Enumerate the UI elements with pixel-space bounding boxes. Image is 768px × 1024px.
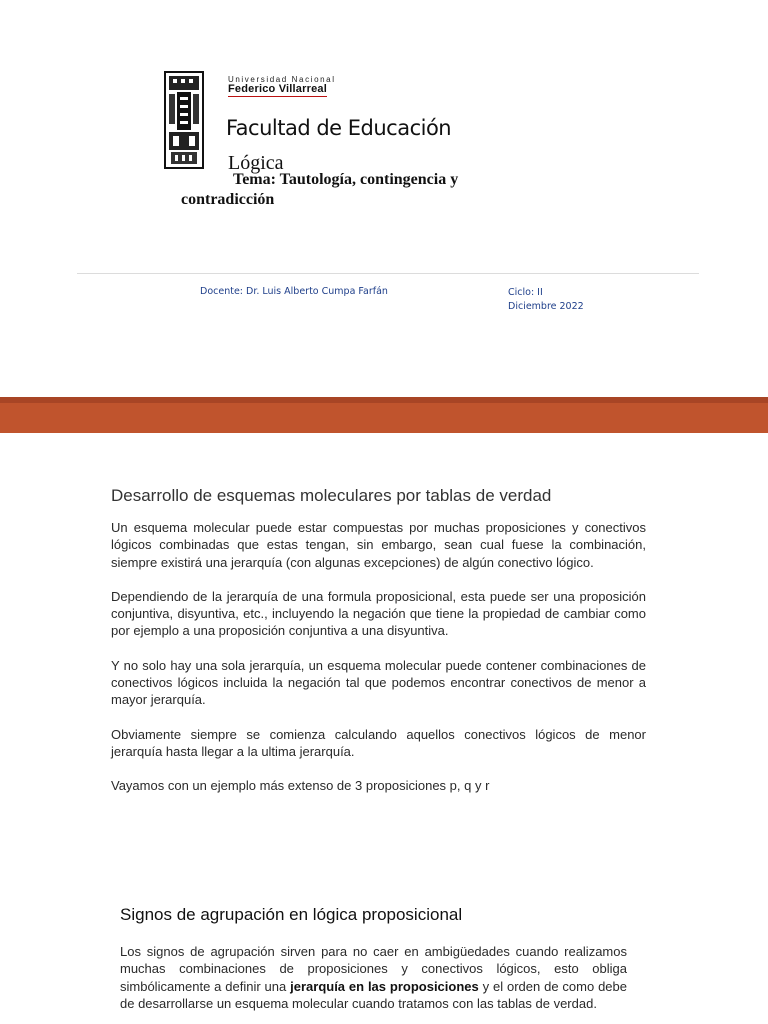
section1-paragraph: Un esquema molecular puede estar compuestas por muchas proposiciones y conectivos lógicos combinadas que estas tengan, sin embargo, sean cual fuese la combinación, siempre existirá una jerarquía (con algunas excepciones) de algún conectivo lógico. [111, 520, 646, 570]
university-name-line1: Universidad Nacional [228, 75, 336, 84]
section1-title: Desarrollo de esquemas moleculares por tablas de verdad [111, 486, 552, 505]
course-title: Lógica [228, 152, 284, 174]
date-label: Diciembre 2022 [508, 301, 584, 312]
university-logo [163, 70, 205, 170]
faculty-title: Facultad de Educación [226, 116, 452, 140]
topic-title: Tema: Tautología, contingencia y contradicción [181, 171, 459, 208]
section1-paragraph: Y no solo hay una sola jerarquía, un esquema molecular puede contener combinaciones de conectivos lógicos incluida la negación tal que podemos encontrar conectivos de menor a mayor jerarquía. [111, 657, 646, 708]
cycle-label: Ciclo: II [508, 287, 543, 298]
teacher-label: Docente: Dr. Luis Alberto Cumpa Farfán [200, 286, 388, 297]
university-name-line2: Federico Villarreal [228, 83, 327, 95]
section1-paragraph: Vayamos con un ejemplo más extenso de 3 proposiciones p, q y r [111, 778, 490, 794]
section2-text-before: Los signos de agrupación sirven para no caer en ambigüedades cuando realizamos muchas combinaciones de proposiciones y conectivos lógicos, esto obliga simbólicamente a definir una [120, 944, 627, 994]
section1-body [111, 519, 646, 812]
section2-text-after: y el orden de como debe de desarrollarse un esquema molecular cuando tratamos con las tablas de verdad. [120, 978, 628, 1011]
decorative-band [0, 403, 768, 433]
section2-bold-phrase: jerarquía en las proposiciones [290, 978, 479, 994]
section1-paragraph: Dependiendo de la jerarquía de una formula proposicional, esta puede ser una proposición conjuntiva, disyuntiva, etc., incluyendo la negación que tiene la propiedad de cambiar como por ejemplo a una proposición conjuntiva a una disyuntiva. [111, 588, 646, 639]
section2-paragraph [120, 943, 627, 1012]
section2-body [120, 943, 627, 1012]
cycle-block [508, 286, 584, 314]
section1-paragraph: Obviamente siempre se comienza calculando aquellos conectivos lógicos de menor jerarquía hasta llegar a la ultima jerarquía. [111, 726, 646, 759]
header-divider [77, 273, 699, 274]
section2-title: Signos de agrupación en lógica proposicional [120, 905, 463, 924]
